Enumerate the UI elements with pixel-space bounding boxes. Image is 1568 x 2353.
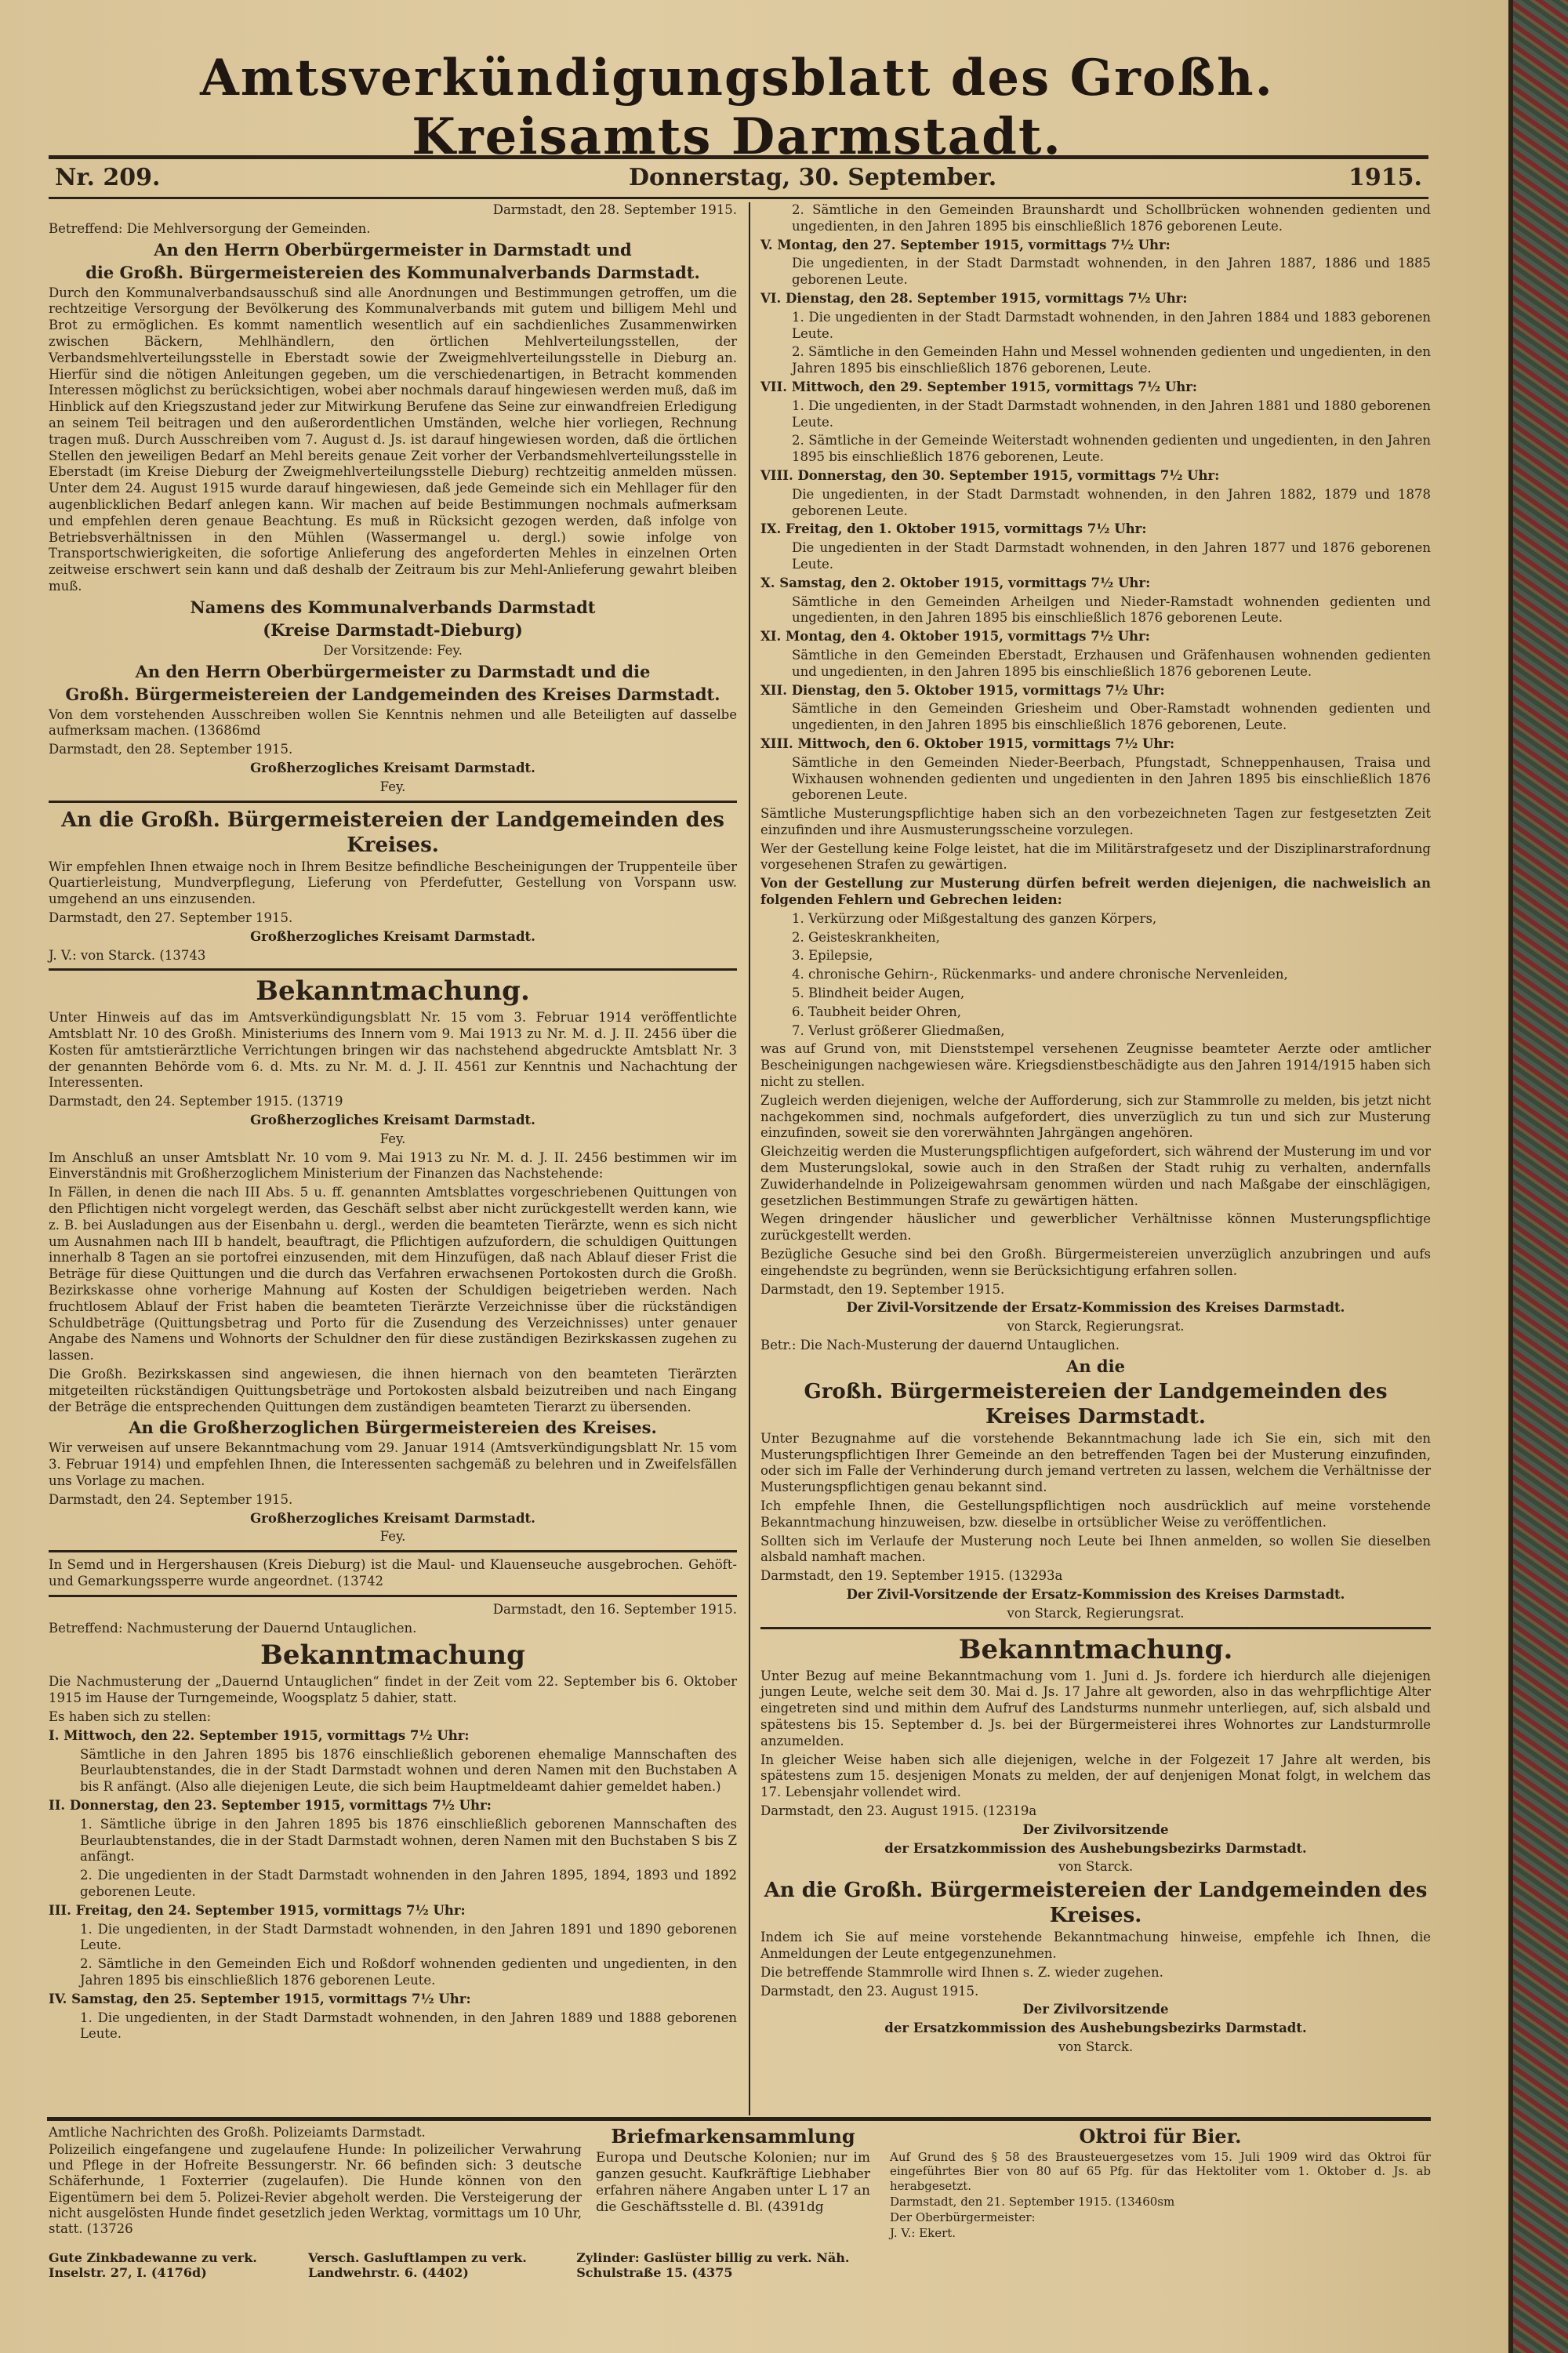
text-paragraph: 1. Die ungedienten, in der Stadt Darmstadt wohnenden, in den Jahren 1881 und 1880 geborenen Leute.	[792, 398, 1431, 430]
text-paragraph: 2. Sämtliche in den Gemeinden Braunshardt und Schollbrücken wohnenden gedienten und ungedienten, in den Jahren 1895 bis einschließlich 1876 geborenen Leute.	[792, 202, 1431, 234]
text-paragraph: Betreffend: Nachmusterung der Dauernd Untauglichen.	[49, 1620, 417, 1636]
text-paragraph: Sämtliche in den Gemeinden Nieder-Beerbach, Pfungstadt, Schneppenhausen, Traisa und Wixhausen wohnenden gedienten und ungedienten in den Jahren 1895 bis einschließlich 1876 geborenen Leute.	[792, 754, 1431, 803]
left-column	[49, 202, 737, 2045]
text-paragraph: Auf Grund des § 58 des Brausteuergesetzes vom 15. Juli 1909 wird das Oktroi für eingeführtes Bier von 80 auf 65 Pfg. für das Hektoliter vom 1. Oktober d. Js. ab herabgesetzt.	[890, 2150, 1431, 2193]
text-paragraph: Sämtliche in den Jahren 1895 bis 1876 einschließlich geborenen ehemalige Mannschaften des Beurlaubtenstandes, die in der Stadt Darmstadt wohnen und deren Namen mit den Buchstaben A bis R anfängt. (Also alle diejenigen Leute, die sich beim Hauptmeldeamt dahier gemeldet haben.)	[80, 1746, 737, 1795]
heading: Briefmarkensammlung	[611, 2125, 855, 2148]
text-paragraph: Wegen dringender häuslicher und gewerblicher Verhältnisse können Musterungspflichtige zurückgestellt werden.	[760, 1211, 1431, 1244]
bottom-rule	[47, 2117, 1431, 2121]
issue-year: 1915.	[1348, 164, 1422, 191]
text-paragraph: Die ungedienten, in der Stadt Darmstadt wohnenden, in den Jahren 1882, 1879 und 1878 geborenen Leute.	[792, 486, 1431, 518]
text-paragraph: Darmstadt, den 23. August 1915. (12319a	[760, 1803, 1037, 1818]
bold-line: der Ersatzkommission des Aushebungsbezirks Darmstadt.	[884, 1840, 1307, 1856]
bold-line: VII. Mittwoch, den 29. September 1915, vormittags 7½ Uhr:	[760, 379, 1198, 394]
text-paragraph: Unter Bezugnahme auf die vorstehende Bekanntmachung lade ich Sie ein, sich mit den Musterungspflichtigen Ihrer Gemeinde an den betreffenden Tagen bei der Musterung einzufinden, oder sich im Falle der Verhinderung durch jemand vertreten zu lassen, welchem die Verhältnisse der Musterungspflichtigen genau bekannt sind.	[760, 1430, 1431, 1495]
bold-line: Großherzogliches Kreisamt Darmstadt.	[250, 928, 535, 944]
issue-number: Nr. 209.	[55, 164, 161, 191]
text-paragraph: Unter Hinweis auf das im Amtsverkündigungsblatt Nr. 15 vom 3. Februar 1914 veröffentlichte Amtsblatt Nr. 10 des Großh. Ministeriums des Innern vom 9. Mai 1913 zu Nr. M. d. J. II. 2456 über die Kosten für amtstierärztliche Verrichtungen bringen wir das nachstehend abgedruckte Amtsblatt Nr. 3 der genannten Behörde vom 6. d. Mts. zu Nr. M. d. J. II. 4561 zur Kenntnis und Nachachtung der Interessenten.	[49, 1010, 737, 1091]
bold-line: VI. Dienstag, den 28. September 1915, vormittags 7½ Uhr:	[760, 290, 1188, 306]
text-paragraph: was auf Grund von, mit Dienststempel versehenen Zeugnisse beamteter Aerzte oder amtlicher Bescheinigungen nachgewiesen wäre. Kriegsdienstbeschädigte aus den Jahren 1914/1915 haben sich nicht zu stellen.	[760, 1041, 1431, 1090]
right-column	[760, 202, 1431, 2058]
text-paragraph: Sämtliche in den Gemeinden Arheilgen und Nieder-Ramstadt wohnenden gedienten und ungedienten, in den Jahren 1895 bis einschließlich 1876 geborenen Leute.	[792, 594, 1431, 626]
text-paragraph: Darmstadt, den 23. August 1915.	[760, 1983, 979, 1999]
text-paragraph: von Starck.	[1058, 1859, 1134, 1875]
text-paragraph: 3. Epilepsie,	[792, 948, 873, 964]
text-paragraph: In Semd und in Hergershausen (Kreis Dieburg) ist die Maul- und Klauenseuche ausgebrochen. Gehöft- und Gemarkungssperre wurde angeordnet. (13742	[49, 1557, 737, 1589]
bold-line: der Ersatzkommission des Aushebungsbezirks Darmstadt.	[884, 2021, 1307, 2036]
text-paragraph: Darmstadt, den 19. September 1915. (13293a	[760, 1568, 1063, 1584]
text-paragraph: 1. Sämtliche übrige in den Jahren 1895 bis 1876 einschließlich geborenen Mannschaften des Beurlaubtenstandes, die in der Stadt Darmstadt wohnen, deren Namen mit den Buchstaben S bis Z anfängt.	[80, 1816, 737, 1865]
text-paragraph: Die ungedienten, in der Stadt Darmstadt wohnenden, in den Jahren 1887, 1886 und 1885 geborenen Leute.	[792, 256, 1431, 288]
section-rule	[49, 1595, 737, 1597]
text-paragraph: In gleicher Weise haben sich alle diejenigen, welche in der Folgezeit 17 Jahre alt werden, bis spätestens zum 15. desjenigen Monats zu melden, der auf denjenigen Monat folgt, in welchem das 17. Lebensjahr vollendet wird.	[760, 1752, 1431, 1800]
text-paragraph: 1. Verkürzung oder Mißgestaltung des ganzen Körpers,	[792, 910, 1157, 926]
text-paragraph: 2. Sämtliche in den Gemeinden Eich und Roßdorf wohnenden gedienten und ungedienten, in den Jahren 1895 bis einschließlich 1876 geborenen Leute.	[80, 1956, 737, 1988]
text-paragraph: Die betreffende Stammrolle wird Ihnen s. Z. wieder zugehen.	[760, 1964, 1163, 1980]
bold-line: XII. Dienstag, den 5. Oktober 1915, vormittags 7½ Uhr:	[760, 682, 1165, 698]
classified-ad: Gute Zinkbadewanne zu verk. Inselstr. 27, I. (4176d)	[49, 2250, 257, 2280]
text-paragraph: 4. chronische Gehirn-, Rückenmarks- und andere chronische Nervenleiden,	[792, 967, 1288, 982]
heading: An die Großh. Bürgermeistereien der Landgemeinden des Kreises.	[764, 1879, 1428, 1928]
text-paragraph: Bezügliche Gesuche sind bei den Großh. Bürgermeistereien unverzüglich anzubringen und aufs eingehendste zu begründen, wenn sie Berücksichtigung erfahren sollen.	[760, 1247, 1431, 1278]
heading: Bekanntmachung	[260, 1639, 525, 1672]
text-paragraph: von Starck, Regierungsrat.	[1007, 1605, 1185, 1621]
text-paragraph: Die ungedienten in der Stadt Darmstadt wohnenden, in den Jahren 1877 und 1876 geborenen Leute.	[792, 540, 1431, 572]
heading: die Großh. Bürgermeistereien des Kommunalverbands Darmstadt.	[85, 262, 700, 282]
bold-line: XIII. Mittwoch, den 6. Oktober 1915, vormittags 7½ Uhr:	[760, 735, 1175, 751]
bold-line: VIII. Donnerstag, den 30. September 1915, vormittags 7½ Uhr:	[760, 467, 1220, 483]
text-paragraph: 2. Sämtliche in den Gemeinden Hahn und Messel wohnenden gedienten und ungedienten, in den Jahren 1895 bis einschließlich 1876 geborenen, Leute.	[792, 344, 1431, 376]
text-paragraph: Fey.	[379, 1529, 406, 1545]
heading: Bekanntmachung.	[958, 1633, 1233, 1665]
classified-ad: Versch. Gasluftlampen zu verk. Landwehrstr. 6. (4402)	[307, 2250, 527, 2280]
bold-line: Der Zivilvorsitzende	[1022, 1821, 1169, 1837]
section-rule	[49, 801, 737, 803]
heading: Großh. Bürgermeistereien der Landgemeinden des Kreises Darmstadt.	[804, 1379, 1388, 1429]
text-paragraph: Fey.	[379, 779, 406, 794]
heading: (Kreise Darmstadt-Dieburg)	[263, 619, 523, 640]
bold-line: Großherzogliches Kreisamt Darmstadt.	[250, 760, 535, 775]
text-paragraph: Darmstadt, den 21. September 1915. (13460sm	[890, 2194, 1175, 2209]
text-paragraph: Darmstadt, den 28. September 1915.	[492, 202, 737, 217]
text-paragraph: Im Anschluß an unser Amtsblatt Nr. 10 vom 9. Mai 1913 zu Nr. M. d. J. II. 2456 bestimmen wir im Einverständnis mit Großherzoglichem Ministerium der Finanzen das Nachstehende:	[49, 1149, 737, 1182]
beer-tax-notice	[890, 2125, 1431, 2242]
text-paragraph: Wir verweisen auf unsere Bekanntmachung vom 29. Januar 1914 (Amtsverkündigungsblatt Nr. 15 vom 3. Februar 1914) und empfehlen Ihnen, die Interessenten sachgemäß zu belehren und in Zweifelsfällen uns Vorlage zu machen.	[49, 1440, 737, 1489]
masthead-title: Amtsverkündigungsblatt des Großh. Kreisamts Darmstadt.	[200, 49, 1274, 166]
text-paragraph: von Starck.	[1058, 2039, 1134, 2054]
text-paragraph: 6. Taubheit beider Ohren,	[792, 1004, 962, 1019]
text-paragraph: Durch den Kommunalverbandsausschuß sind alle Anordnungen und Bestimmungen getroffen, um die rechtzeitige Versorgung der Bevölkerung des Kommunalverbands mit gutem und billigem Mehl und Brot zu ermöglichen. Es kommt namentlich wesentlich auf ein sachdienliches Zusammenwirken zwischen Bäckern, Mehlhändlern, den örtlichen Mehlverteilungsstellen, der Verbandsmehlverteilungsstelle in Eberstadt sowie der Zweigmehlverteilungsstelle in Dieburg an. Hierfür sind die nötigen Anleitungen gegeben, um die verschiedenartigen, in Betracht kommenden Interessen möglichst zu berücksichtigen, wobei aber nochmals darauf hingewiesen werden muß, daß im Hinblick auf den Kriegszustand jeder zur Mitwirkung Berufene das Seine zur einwandfreien Erledigung an seinem Teil beitragen und den außerordentlichen Umständen, welche hier vorliegen, Rechnung tragen muß. Durch Ausschreiben vom 7. August d. Js. ist darauf hingewiesen worden, daß die örtlichen Stellen den jeweiligen Bedarf an Mehl bereits genaue Zeit vorher der Verbandsmehlverteilungsstelle in Eberstadt (im Kreise Dieburg der Zweigmehlverteilungsstelle Dieburg) rechtzeitig anmelden müssen. Unter dem 24. August 1915 wurde darauf hingewiesen, daß jede Gemeinde sich ein Mehllager für den augenblicklichen Bedarf anlegen kann. Wir machen auf beide Bestimmungen nochmals aufmerksam und empfehlen deren genaue Beachtung. Es muß in Rücksicht gezogen werden, daß infolge von Betriebsverhältnissen in den Mühlen (Wassermangel u. dergl.) sowie infolge von Transportschwierigkeiten, die sofortige Anlieferung des angeforderten Mehles in einzelnen Orten zeitweise erschwert sein kann und daß deshalb der Zeitraum bis zur Mehl-Anlieferung gewahrt bleiben muß.	[49, 285, 737, 594]
bold-line: IX. Freitag, den 1. Oktober 1915, vormittags 7½ Uhr:	[760, 521, 1147, 537]
text-paragraph: Die Großh. Bezirkskassen sind angewiesen, die ihnen hiernach von den beamteten Tierärzten mitgeteilten rückständigen Quittungsbeträge und Portokosten alsbald beizutreiben und nach Eingang der Beträge die entsprechenden Quittungen dem zuständigen beamteten Tierarzt zu übersenden.	[49, 1367, 737, 1414]
heading: An den Herrn Oberbürgermeister in Darmstadt und	[154, 239, 632, 260]
bold-line: Amtliche Nachrichten des Großh. Polizeiamts Darmstadt.	[49, 2125, 426, 2140]
bold-line: Großherzogliches Kreisamt Darmstadt.	[250, 1113, 535, 1128]
stamp-collection-ad	[596, 2125, 870, 2217]
text-paragraph: Es haben sich zu stellen:	[49, 1708, 212, 1724]
heading: An den Herrn Oberbürgermeister zu Darmstadt und die	[135, 661, 651, 681]
text-paragraph: 2. Die ungedienten in der Stadt Darmstadt wohnenden in den Jahren 1895, 1894, 1893 und 1892 geborenen Leute.	[80, 1868, 737, 1899]
heading: Oktroi für Bier.	[1079, 2125, 1242, 2148]
text-paragraph: 1. Die ungedienten in der Stadt Darmstadt wohnenden, in den Jahren 1884 und 1883 geborenen Leute.	[792, 309, 1431, 341]
text-paragraph: Sämtliche Musterungspflichtige haben sich an den vorbezeichneten Tagen zur festgesetzten Zeit einzufinden und ihre Ausmusterungsscheine vorzulegen.	[760, 806, 1431, 837]
text-paragraph: Der Vorsitzende: Fey.	[323, 642, 463, 658]
bold-line: X. Samstag, den 2. Oktober 1915, vormittags 7½ Uhr:	[760, 575, 1151, 590]
text-paragraph: J. V.: von Starck. (13743	[49, 947, 206, 963]
text-paragraph: Darmstadt, den 28. September 1915.	[49, 742, 293, 757]
text-paragraph: Betreffend: Die Mehlversorgung der Gemeinden.	[49, 220, 371, 236]
bold-line: Von der Gestellung zur Musterung dürfen befreit werden diejenigen, die nachweislich an folgenden Fehlern und Gebrechen leiden:	[760, 876, 1431, 908]
heading: Namens des Kommunalverbands Darmstadt	[190, 597, 596, 617]
heading: An die	[1066, 1356, 1125, 1376]
text-paragraph: In Fällen, in denen die nach III Abs. 5 u. ff. genannten Amtsblattes vorgeschriebenen Quittungen von den Pflichtigen nicht vorgelegt werden, das Geschäft selbst aber nicht zurückgestellt werden kann, wie z. B. bei Ausladungen aus der Eisenbahn u. dergl., werden die beamteten Tierärzte, wenn es sich nicht um Ausnahmen nach III b handelt, beauftragt, die Pflichtigen aufzufordern, die schuldigen Quittungen innerhalb 8 Tagen an sie portofrei einzusenden, mit dem Hinzufügen, daß nach Ablauf dieser Frist die Beträge für diese Quittungen und die durch das Verfahren erwachsenen Portokosten durch die Großh. Bezirkskasse ohne vorherige Mahnung auf Kosten der Schuldigen beigetrieben werden. Nach fruchtlosem Ablauf der Frist haben die beamteten Tierärzte Verzeichnisse über die rückständigen Schuldbeträge (Quittungsbetrag und Porto für die Zusendung des Verzeichnisses) unter genauer Angabe des Namens und Wohnorts der Schuldner den für diese zuständigen Bezirkskassen zugehen zu lassen.	[49, 1185, 737, 1364]
text-paragraph: Betr.: Die Nach-Musterung der dauernd Untauglichen.	[760, 1338, 1120, 1353]
text-paragraph: Ich empfehle Ihnen, die Gestellungspflichtigen noch ausdrücklich auf meine vorstehende Bekanntmachung hinzuweisen, bzw. dieselbe in ortsüblicher Weise zu veröffentlichen.	[760, 1498, 1431, 1530]
text-paragraph: Fey.	[379, 1131, 406, 1146]
column-divider	[749, 202, 750, 2115]
bold-line: Großherzogliches Kreisamt Darmstadt.	[250, 1510, 535, 1526]
text-paragraph: Die Nachmusterung der „Dauernd Untauglichen“ findet in der Zeit vom 22. September bis 6. Oktober 1915 im Hause der Turngemeinde, Woogsplatz 5 dahier, statt.	[49, 1674, 737, 1706]
heading: Bekanntmachung.	[256, 975, 530, 1008]
text-paragraph: Polizeilich eingefangene und zugelaufene Hunde: In polizeilicher Verwahrung und Pflege in der Hofreite Bessungerstr. Nr. 66 befinden sich: 3 deutsche Schäferhunde, 1 Foxterrier (zugelaufen). Die Hunde können von den Eigentümern bei dem 5. Polizei-Revier abgeholt werden. Die Versteigerung der nicht ausgelösten Hunde findet gesetzlich jeden Werktag, vormittags um 10 Uhr, statt. (13726	[49, 2142, 582, 2236]
text-paragraph: Sämtliche in den Gemeinden Griesheim und Ober-Ramstadt wohnenden gedienten und ungedienten, in den Jahren 1895 bis einschließlich 1876 geborenen, Leute.	[792, 701, 1431, 733]
text-paragraph: Sämtliche in den Gemeinden Eberstadt, Erzhausen und Gräfenhausen wohnenden gedienten und ungedienten, in den Jahren 1895 bis einschließlich 1876 geborenen Leute.	[792, 647, 1431, 679]
text-paragraph: Darmstadt, den 24. September 1915.	[49, 1491, 293, 1507]
bold-line: III. Freitag, den 24. September 1915, vormittags 7½ Uhr:	[49, 1902, 466, 1918]
bold-line: XI. Montag, den 4. Oktober 1915, vormittags 7½ Uhr:	[760, 629, 1150, 645]
issue-date: Donnerstag, 30. September.	[629, 164, 997, 191]
book-binding-edge	[1508, 0, 1568, 2353]
text-paragraph: 2. Geisteskrankheiten,	[792, 929, 940, 945]
bold-line: I. Mittwoch, den 22. September 1915, vormittags 7½ Uhr:	[49, 1727, 470, 1743]
text-paragraph: Wer der Gestellung keine Folge leistet, hat die im Militärstrafgesetz und der Disziplinarstrafordnung vorgesehenen Strafen zu gewärtigen.	[760, 841, 1431, 873]
police-notice	[49, 2125, 582, 2239]
bold-line: V. Montag, den 27. September 1915, vormittags 7½ Uhr:	[760, 237, 1171, 252]
text-paragraph: 2. Sämtliche in der Gemeinde Weiterstadt wohnenden gedienten und ungedienten, in den Jahren 1895 bis einschließlich 1876 geborenen, Leute.	[792, 433, 1431, 465]
bold-line: IV. Samstag, den 25. September 1915, vormittags 7½ Uhr:	[49, 1991, 471, 2006]
text-paragraph: Gleichzeitig werden die Musterungspflichtigen aufgefordert, sich während der Musterung im und vor dem Musterungslokal, sowie auch in den Straßen der Stadt ruhig zu verhalten, andernfalls Zuwiderhandelnde in Polizeigewahrsam genommen würden und nach Maßgabe der einschlägigen, gesetzlichen Bestimmungen Strafe zu gewärtigen hätten.	[760, 1144, 1431, 1208]
classified-ad: Zylinder: Gaslüster billig zu verk. Näh. Schulstraße 15. (4375	[576, 2250, 850, 2280]
text-paragraph: Wir empfehlen Ihnen etwaige noch in Ihrem Besitze befindliche Bescheinigungen der Truppenteile über Quartierleistung, Mundverpflegung, Lieferung von Pferdefutter, Gestellung von Vorspann usw. umgehend an uns einzusenden.	[49, 859, 737, 907]
section-rule	[760, 1627, 1431, 1629]
bold-line: Der Zivil-Vorsitzende der Ersatz-Kommission des Kreises Darmstadt.	[846, 1586, 1345, 1602]
text-paragraph: Indem ich Sie auf meine vorstehende Bekanntmachung hinweise, empfehle ich Ihnen, die Anmeldungen der Leute entgegenzunehmen.	[760, 1930, 1431, 1961]
heading: An die Großherzoglichen Bürgermeistereien des Kreises.	[129, 1418, 657, 1438]
text-paragraph: 1. Die ungedienten, in der Stadt Darmstadt wohnenden, in den Jahren 1889 und 1888 geborenen Leute.	[80, 2010, 737, 2042]
issue-dateline	[49, 155, 1428, 199]
bold-line: II. Donnerstag, den 23. September 1915, vormittags 7½ Uhr:	[49, 1797, 492, 1813]
text-paragraph: 7. Verlust größerer Gliedmaßen,	[792, 1022, 1005, 1038]
heading: An die Großh. Bürgermeistereien der Landgemeinden des Kreises.	[61, 808, 724, 857]
small-ads-row	[49, 2250, 880, 2280]
section-rule	[49, 1550, 737, 1552]
text-paragraph: 1. Die ungedienten, in der Stadt Darmstadt wohnenden, in den Jahren 1891 und 1890 geborenen Leute.	[80, 1921, 737, 1953]
text-paragraph: Sollten sich im Verlaufe der Musterung noch Leute bei Ihnen anmelden, so wollen Sie dieselben alsbald namhaft machen.	[760, 1533, 1431, 1565]
text-paragraph: Darmstadt, den 19. September 1915.	[760, 1281, 1005, 1297]
section-rule	[49, 968, 737, 971]
text-paragraph: Zugleich werden diejenigen, welche der Aufforderung, sich zur Stammrolle zu melden, bis jetzt nicht nachgekommen sind, nochmals aufgefordert, dies unverzüglich zu tun und sich zur Musterung einzufinden, soweit sie den vorerwähnten Jahrgängen angehören.	[760, 1092, 1431, 1141]
text-paragraph: Europa und Deutsche Kolonien; nur im ganzen gesucht. Kaufkräftige Liebhaber erfahren nähere Angaben unter L 17 an die Geschäftsstelle d. Bl. (4391dg	[596, 2150, 870, 2215]
text-paragraph: Darmstadt, den 16. September 1915.	[492, 1601, 737, 1617]
text-paragraph: 5. Blindheit beider Augen,	[792, 986, 965, 1001]
text-paragraph: Unter Bezug auf meine Bekanntmachung vom 1. Juni d. Js. fordere ich hierdurch alle diejenigen jungen Leute, welche seit dem 30. Mai d. Js. 17 Jahre alt geworden, also in das wehrpflichtige Alter eingetreten sind und mithin dem Aufruf des Landsturms nunmehr unterliegen, auf, sich alsbald und spätestens bis 15. September d. Js. bei der Bürgermeisterei ihres Wohnortes zur Landsturmrolle anzumelden.	[760, 1668, 1431, 1748]
text-paragraph: Der Oberbürgermeister:	[890, 2210, 1036, 2225]
text-paragraph: J. V.: Ekert.	[890, 2226, 956, 2241]
bold-line: Der Zivil-Vorsitzende der Ersatz-Kommission des Kreises Darmstadt.	[846, 1300, 1345, 1316]
text-paragraph: von Starck, Regierungsrat.	[1007, 1319, 1185, 1334]
text-paragraph: Von dem vorstehenden Ausschreiben wollen Sie Kenntnis nehmen und alle Beteiligten auf dasselbe aufmerksam machen. (13686md	[49, 706, 737, 739]
text-paragraph: Darmstadt, den 24. September 1915. (13719	[49, 1094, 343, 1109]
bold-line: Der Zivilvorsitzende	[1022, 2002, 1169, 2017]
text-paragraph: Darmstadt, den 27. September 1915.	[49, 910, 293, 925]
heading: Großh. Bürgermeistereien der Landgemeinden des Kreises Darmstadt.	[65, 684, 720, 704]
